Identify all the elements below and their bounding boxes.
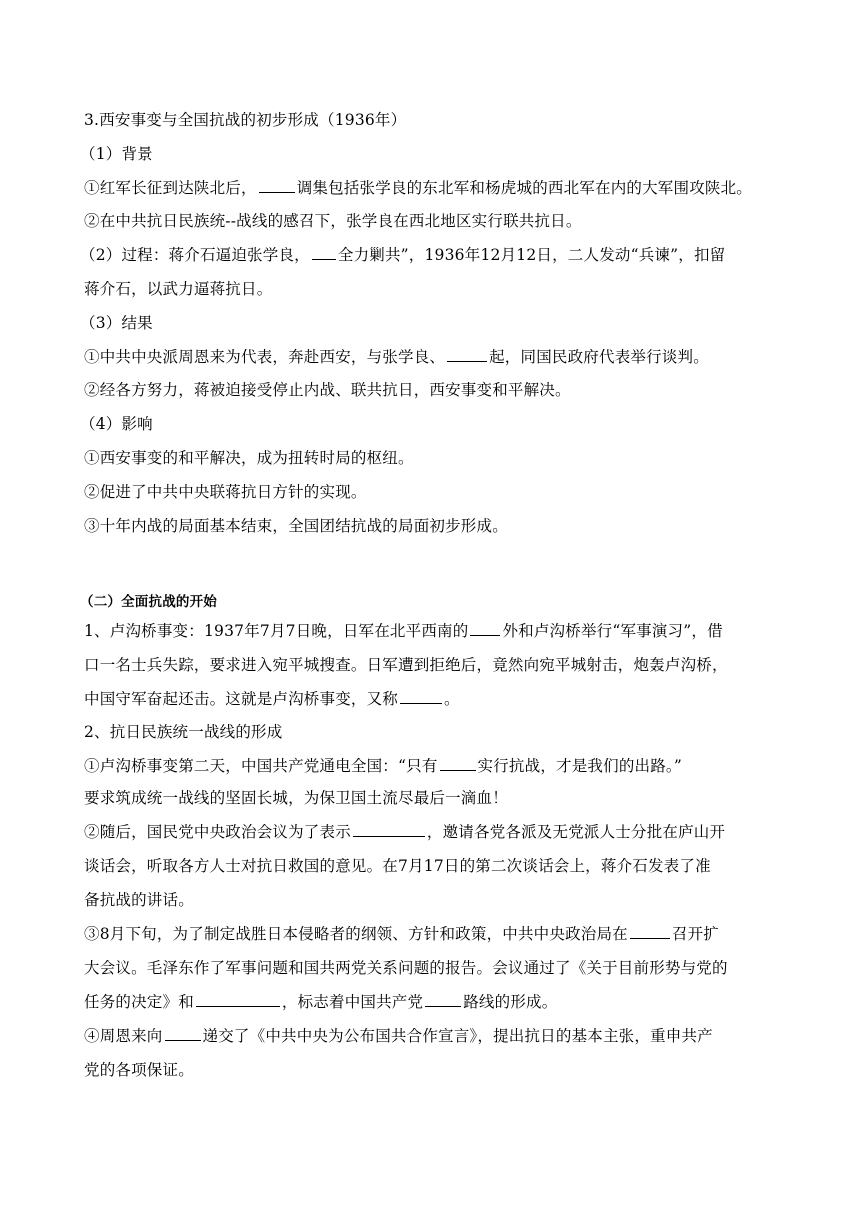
fill-blank bbox=[259, 177, 295, 193]
fill-blank bbox=[353, 821, 425, 837]
result-heading: （3）结果 bbox=[80, 314, 153, 332]
fill-blank bbox=[470, 620, 500, 636]
background-point-1: ①红军长征到达陕北后， 调集包括张学良的东北军和杨虎城的西北军在内的大军围攻陕北。 bbox=[84, 179, 753, 197]
background-point-2: ②在中共抗日民族统--战线的感召下，张学良在西北地区实行联共抗日。 bbox=[84, 212, 582, 230]
section-3-title: 3.西安事变与全国抗战的初步形成（1936年） bbox=[84, 111, 407, 129]
fill-blank bbox=[165, 1025, 201, 1041]
united-front-heading: 2、抗日民族统一战线的形成 bbox=[84, 723, 283, 741]
influence-point-1: ①西安事变的和平解决，成为扭转时局的枢纽。 bbox=[84, 449, 414, 467]
united-front-point-3-cont: 大会议。毛泽东作了军事问题和国共两党关系问题的报告。会议通过了《关于目前形势与党的 bbox=[84, 959, 728, 977]
section-2-heading: （二）全面抗战的开始 bbox=[80, 594, 217, 610]
process-paragraph-cont: 蒋介石，以武力逼蒋抗日。 bbox=[84, 280, 273, 298]
united-front-point-1-cont: 要求筑成统一战线的坚固长城，为保卫国土流尽最后一滴血！ bbox=[84, 789, 508, 807]
result-point-1: ①中共中央派周恩来为代表，奔赴西安，与张学良、 起，同国民政府代表举行谈判。 bbox=[84, 348, 709, 366]
lugouqiao-paragraph: 1、卢沟桥事变：1937年7月7日晚，日军在北平西南的 外和卢沟桥举行“军事演习”，借 bbox=[84, 622, 723, 640]
lugouqiao-paragraph-cont: 口一名士兵失踪，要求进入宛平城搜查。日军遭到拒绝后，竟然向宛平城射击，炮轰卢沟桥， bbox=[84, 656, 728, 674]
united-front-point-2-end: 备抗战的讲话。 bbox=[84, 891, 194, 909]
influence-point-3: ③十年内战的局面基本结束，全国团结抗战的局面初步形成。 bbox=[84, 517, 508, 535]
fill-blank bbox=[312, 244, 336, 260]
fill-blank bbox=[440, 755, 476, 771]
united-front-point-1: ①卢沟桥事变第二天，中国共产党通电全国：“只有 实行抗战，才是我们的出路。” bbox=[84, 757, 683, 775]
fill-blank bbox=[630, 923, 670, 939]
result-point-2: ②经各方努力，蒋被迫接受停止内战、联共抗日，西安事变和平解决。 bbox=[84, 381, 571, 399]
fill-blank bbox=[400, 688, 442, 704]
process-paragraph: （2）过程：蒋介石逼迫张学良， 全力剿共”，1936年12月12日，二人发动“兵谏”，扣留 bbox=[80, 246, 726, 264]
united-front-point-4: ④周恩来向 递交了《中共中央为公布国共合作宣言》，提出抗日的基本主张，重申共产 bbox=[84, 1027, 713, 1045]
lugouqiao-paragraph-end: 中国守军奋起还击。这就是卢沟桥事变，又称 。 bbox=[84, 690, 460, 708]
influence-heading: （4）影响 bbox=[80, 415, 153, 433]
united-front-point-3: ③8月下旬，为了制定战胜日本侵略者的纲领、方针和政策，中共中央政治局在 召开扩 bbox=[84, 925, 719, 943]
united-front-point-2-cont: 谈话会，听取各方人士对抗日救国的意见。在7月17日的第二次谈话会上，蒋介石发表了准 bbox=[84, 857, 711, 875]
fill-blank bbox=[196, 991, 280, 1007]
influence-point-2: ②促进了中共中央联蒋抗日方针的实现。 bbox=[84, 483, 367, 501]
fill-blank bbox=[447, 346, 487, 362]
united-front-point-3-end: 任务的决定》和 ，标志着中国共产党 路线的形成。 bbox=[84, 993, 558, 1011]
background-heading: （1）背景 bbox=[80, 145, 153, 163]
fill-blank bbox=[425, 991, 461, 1007]
united-front-point-4-cont: 党的各项保证。 bbox=[84, 1061, 194, 1079]
united-front-point-2: ②随后，国民党中央政治会议为了表示 ，邀请各党各派及无党派人士分批在庐山开 bbox=[84, 823, 726, 841]
